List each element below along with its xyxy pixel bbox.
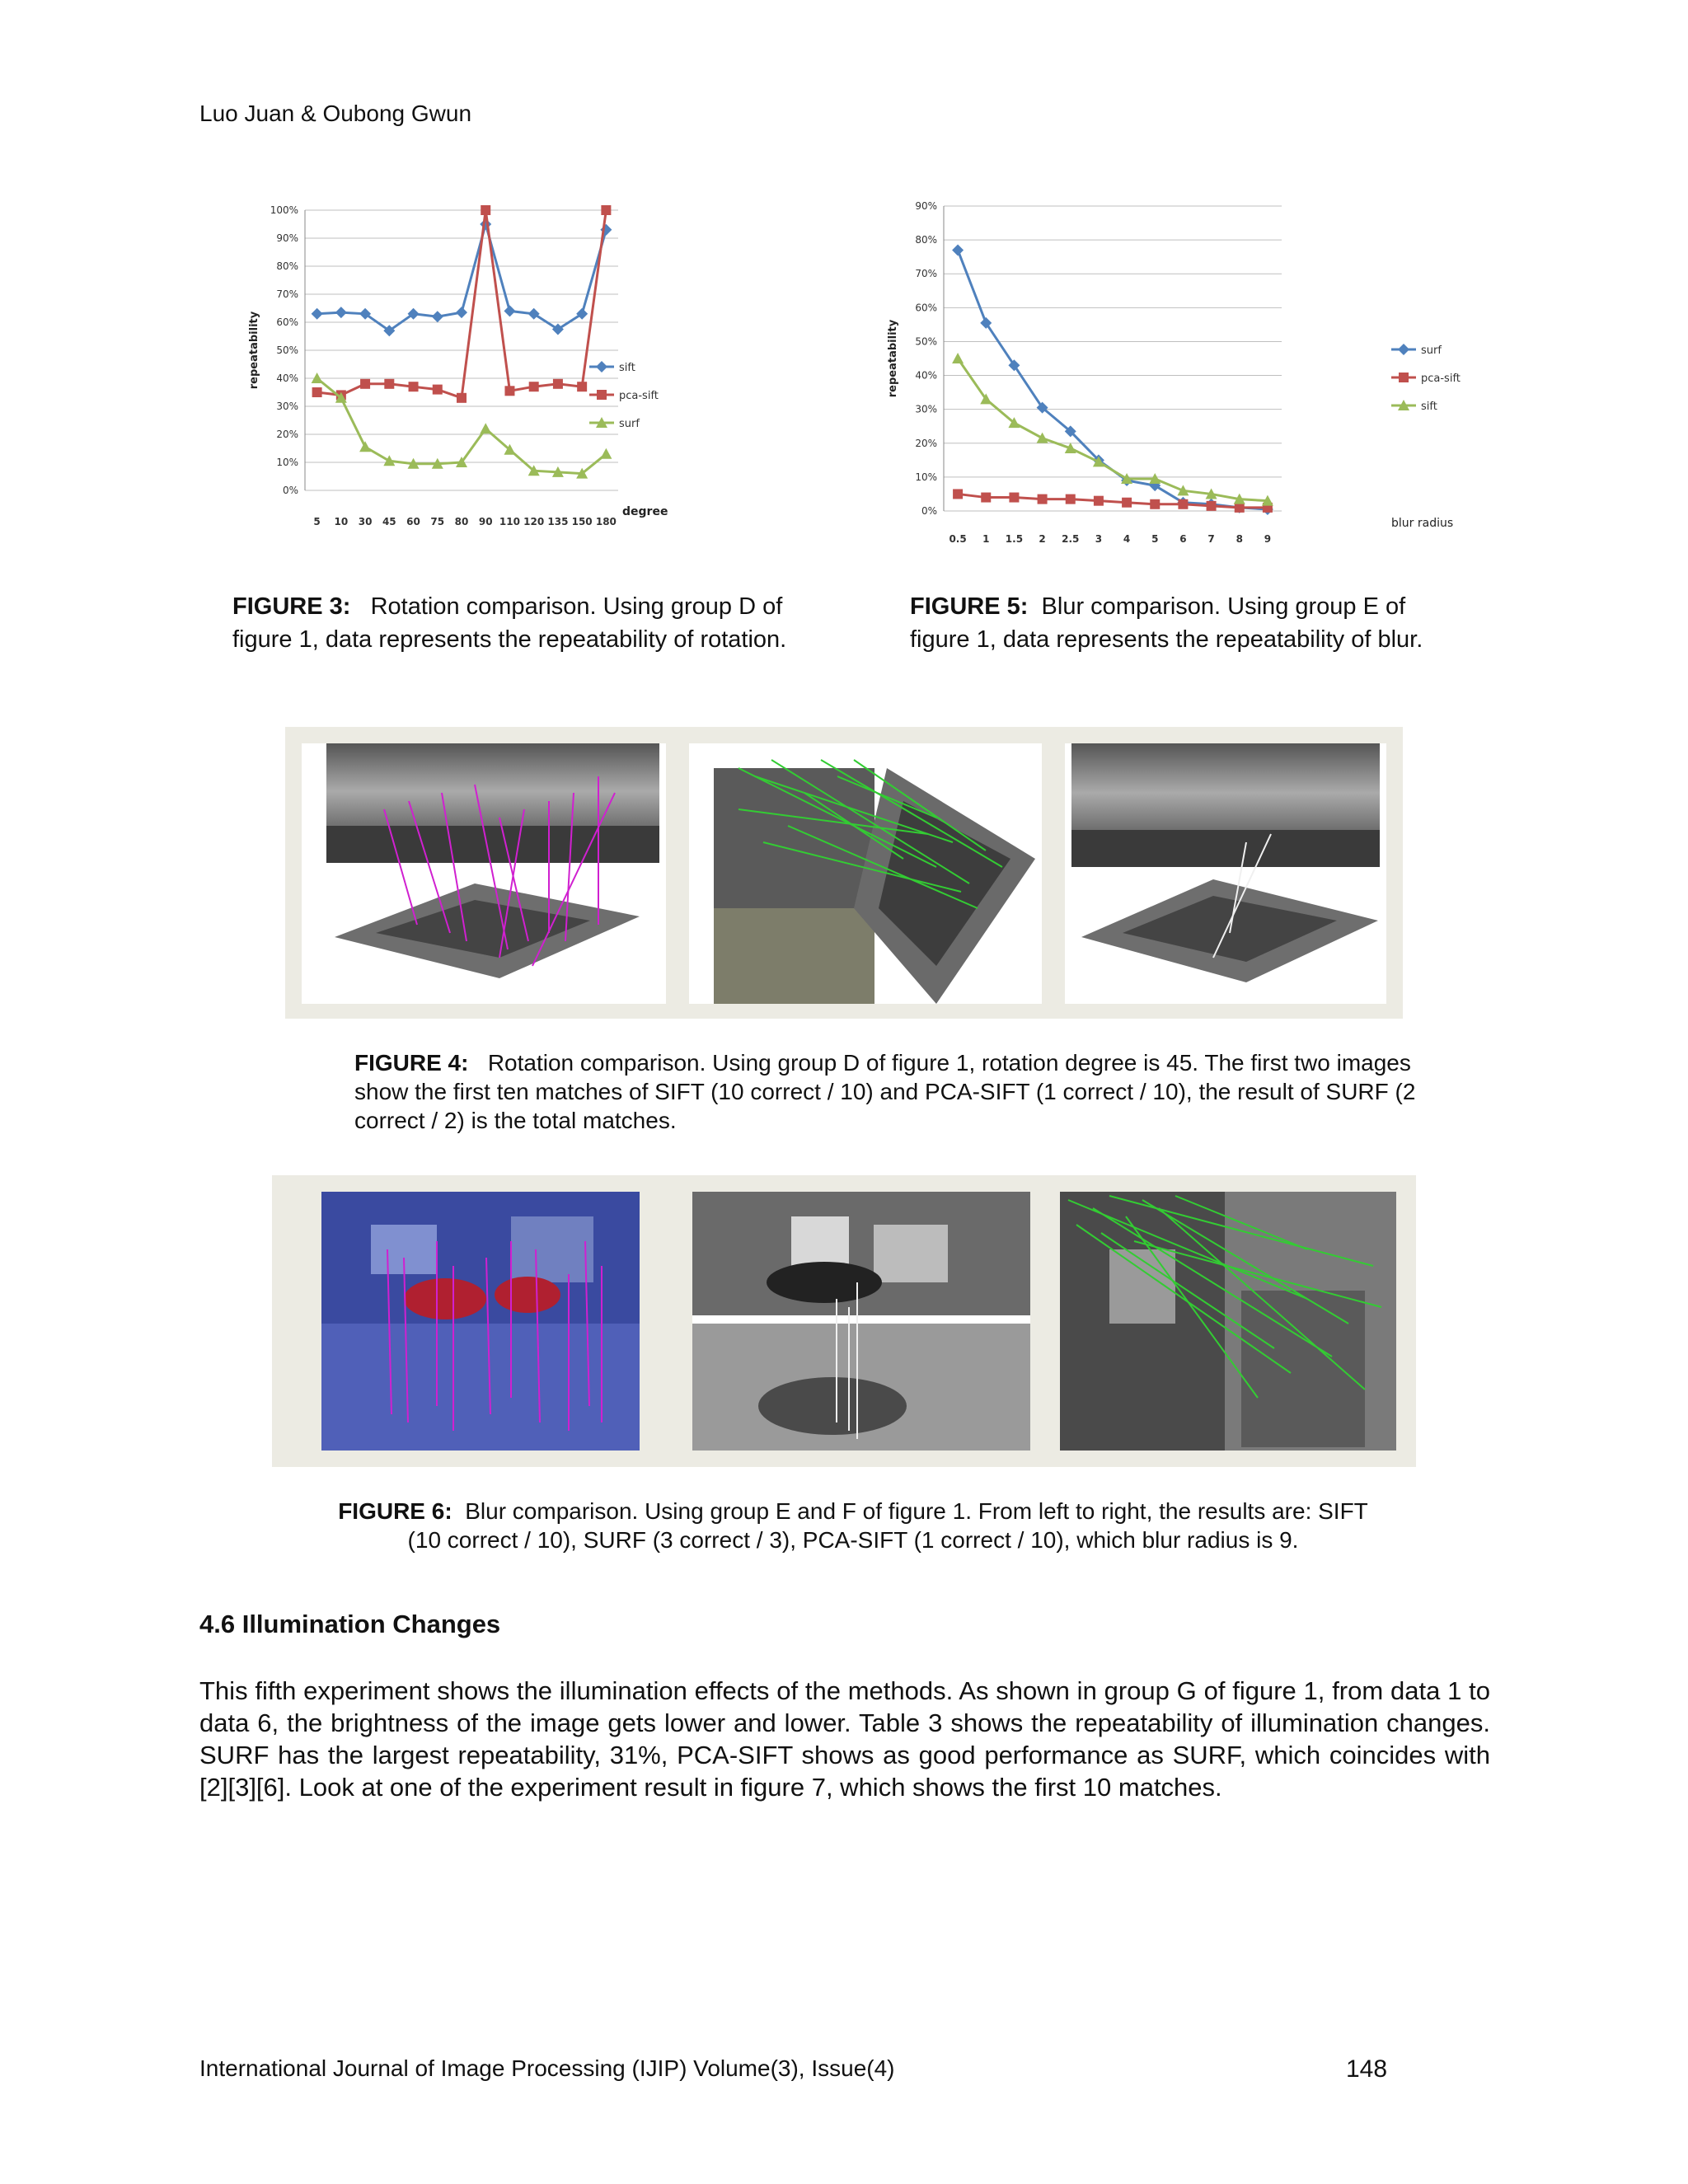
data-point [384, 379, 394, 389]
data-point [553, 379, 563, 389]
data-point [335, 307, 347, 318]
data-point [981, 493, 991, 503]
legend-label: surf [1421, 344, 1442, 357]
x-tick-label: 6 [1179, 533, 1187, 545]
data-point [1094, 496, 1104, 506]
series-sift [312, 218, 612, 336]
data-point [312, 387, 322, 397]
data-point [504, 305, 515, 316]
data-point [952, 244, 964, 255]
figure6-surf-matches-image [692, 1192, 1030, 1451]
figure4-pca-sift-matches-image [689, 743, 1042, 1004]
x-tick-label: 8 [1236, 533, 1243, 545]
x-tick-label: 2.5 [1062, 533, 1080, 545]
y-tick-label: 20% [915, 437, 937, 449]
data-point [504, 386, 514, 396]
y-tick-label: 80% [915, 234, 937, 246]
figure5-caption-label: FIGURE 5: [910, 593, 1029, 620]
legend-label: sift [1421, 401, 1437, 413]
x-tick-label: 150 [571, 516, 593, 527]
data-point [481, 205, 490, 215]
figure6-sift-matches-image [321, 1192, 640, 1451]
y-tick-label: 40% [276, 373, 298, 384]
legend-label: pca-sift [1421, 373, 1461, 385]
rotation-repeatability-chart [239, 194, 717, 552]
y-tick-label: 70% [915, 268, 937, 280]
y-tick-label: 20% [276, 429, 298, 440]
legend-marker [1399, 373, 1409, 382]
data-point [360, 379, 370, 389]
x-tick-label: 5 [313, 516, 321, 527]
data-point [1038, 494, 1048, 504]
x-axis-label: degree [622, 505, 668, 518]
data-point [1150, 499, 1160, 509]
data-point [456, 307, 467, 318]
y-axis-label: repeatability [887, 319, 899, 398]
y-tick-label: 60% [276, 316, 298, 328]
y-tick-label: 30% [915, 403, 937, 415]
figure5-caption [910, 590, 1454, 656]
data-point [433, 385, 443, 395]
figure6-pca-sift-matches-image [1060, 1192, 1396, 1451]
data-point [1235, 503, 1245, 513]
data-point [432, 311, 443, 322]
x-tick-label: 90 [478, 516, 493, 527]
y-tick-label: 90% [276, 232, 298, 244]
data-point [409, 382, 419, 391]
data-point [529, 382, 539, 391]
data-point [457, 393, 467, 403]
page-number: 148 [1346, 2055, 1388, 2083]
x-tick-label: 45 [382, 516, 396, 527]
x-tick-label: 2 [1039, 533, 1046, 545]
legend-marker [1398, 344, 1409, 355]
x-tick-label: 3 [1095, 533, 1103, 545]
data-point [1066, 494, 1076, 504]
figure5-caption-text: Blur comparison. Using group E of figure 1, data represents the repeatability of blur. [910, 593, 1423, 653]
gridlines [944, 206, 1282, 511]
x-tick-label: 1 [982, 533, 990, 545]
legend-label: pca-sift [619, 390, 659, 402]
x-axis-label: blur radius [1391, 517, 1454, 530]
x-tick-label: 1.5 [1005, 533, 1024, 545]
data-point [480, 423, 491, 434]
x-tick-label: 30 [358, 516, 373, 527]
series-pca-sift [953, 489, 1273, 512]
data-point [1122, 498, 1132, 508]
data-point [600, 448, 612, 459]
legend-marker [596, 361, 607, 373]
figure4-caption-text: Rotation comparison. Using group D of figure 1, rotation degree is 45. The first two images show the first ten matches of SIFT (10 correct / 10) and PCA-SIFT (1 correct / 10), the result of SURF (2 correct / 2) is the total matches. [354, 1050, 1416, 1133]
figure3-caption-label: FIGURE 3: [232, 593, 351, 620]
figure4-caption [354, 1048, 1418, 1135]
x-tick-label: 80 [454, 516, 469, 527]
section-heading: 4.6 Illumination Changes [199, 1610, 501, 1638]
data-point [312, 308, 323, 320]
figure3-chart [239, 194, 717, 552]
x-tick-label: 110 [499, 516, 520, 527]
figure4-sift-matches-image [302, 743, 666, 1004]
x-tick-label: 135 [547, 516, 569, 527]
figure3-caption-text: Rotation comparison. Using group D of figure 1, data represents the repeatability of rotation. [232, 593, 787, 653]
y-tick-label: 0% [282, 485, 298, 496]
blur-repeatability-chart [874, 191, 1475, 554]
y-tick-label: 50% [276, 344, 298, 356]
y-tick-label: 10% [915, 471, 937, 483]
x-tick-label: 4 [1123, 533, 1131, 545]
series-pca-sift [312, 205, 612, 403]
y-tick-label: 50% [915, 335, 937, 348]
x-tick-label: 10 [334, 516, 349, 527]
figure6-image-panel [272, 1175, 1416, 1467]
figure4-image-panel [285, 727, 1403, 1019]
legend-marker [597, 390, 607, 400]
data-point [1009, 493, 1019, 503]
data-point [1207, 501, 1217, 511]
running-header: Luo Juan & Oubong Gwun [199, 101, 472, 126]
figure3-caption [232, 590, 834, 656]
x-tick-label: 75 [430, 516, 445, 527]
x-tick-label: 9 [1264, 533, 1272, 545]
figure6-caption-text: Blur comparison. Using group E and F of figure 1. From left to right, the results are: SIFT (10 correct / 10), SURF (3 correct / 3), PCA-SIFT (1 correct / 10), which blur radius is 9. [407, 1498, 1368, 1553]
x-tick-label: 5 [1151, 533, 1159, 545]
y-tick-label: 30% [276, 401, 298, 412]
data-point [577, 382, 587, 391]
series-line [958, 359, 1268, 501]
data-point [601, 205, 611, 215]
data-point [359, 441, 371, 452]
x-tick-label: 0.5 [949, 533, 967, 545]
legend-label: surf [619, 418, 640, 430]
y-tick-label: 0% [921, 505, 937, 517]
x-tick-label: 120 [523, 516, 545, 527]
section-body-paragraph: This fifth experiment shows the illumination effects of the methods. As shown in group G of figure 1, from data 1 to data 6, the brightness of the image gets lower and lower. Table 3 shows the repeatability of illumination changes. SURF has the largest repeatability, 31%, PCA-SIFT shows as good performance as SURF, which coincides with [2][3][6]. Look at one of the experiment result in figure 7, which shows the first 10 matches. [199, 1676, 1490, 1802]
data-point [952, 353, 964, 363]
y-tick-label: 70% [276, 288, 298, 300]
series-surf [952, 244, 1273, 515]
x-tick-label: 60 [406, 516, 420, 527]
figure5-chart [874, 191, 1475, 554]
data-point [1037, 433, 1048, 443]
y-tick-label: 60% [915, 302, 937, 314]
figure6-caption [321, 1497, 1385, 1554]
x-tick-label: 7 [1207, 533, 1215, 545]
figure6-caption-label: FIGURE 6: [338, 1498, 452, 1524]
data-point [1178, 499, 1188, 509]
gridlines [305, 210, 618, 490]
data-point [953, 489, 963, 499]
figure4-caption-label: FIGURE 4: [354, 1050, 469, 1076]
y-tick-label: 80% [276, 260, 298, 272]
figure4-surf-matches-image [1065, 743, 1386, 1004]
y-axis-label: repeatability [248, 311, 260, 390]
y-tick-label: 100% [270, 204, 298, 216]
y-tick-label: 40% [915, 369, 937, 382]
x-tick-label: 180 [595, 516, 617, 527]
y-tick-label: 10% [276, 457, 298, 468]
legend-label: sift [619, 362, 635, 374]
data-point [480, 218, 491, 230]
y-tick-label: 90% [915, 200, 937, 212]
journal-footer: International Journal of Image Processing (IJIP) Volume(3), Issue(4) [199, 2055, 895, 2081]
